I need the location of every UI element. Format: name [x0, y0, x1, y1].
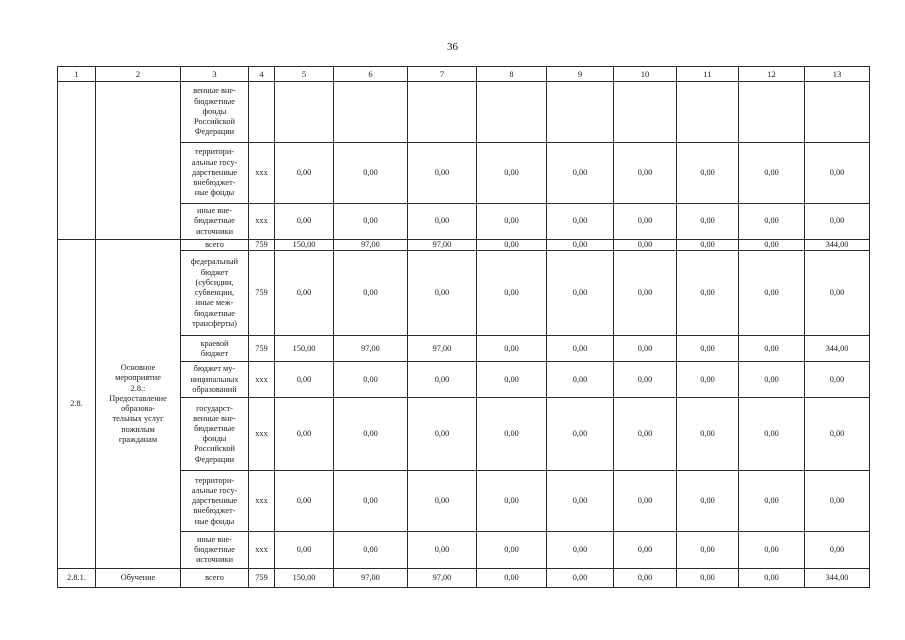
value-cell: 0,00	[408, 251, 477, 336]
value-cell: 0,00	[334, 362, 408, 398]
table-row	[58, 569, 870, 588]
value-cell: 0,00	[547, 251, 614, 336]
column-header: 10	[614, 67, 677, 82]
value-cell: 0,00	[477, 143, 547, 204]
value-cell: 0,00	[275, 471, 334, 532]
value-cell	[805, 82, 870, 143]
funding-source-cell: краевой бюджет	[181, 336, 249, 362]
funding-source-cell: иные вне- бюджетные источники	[181, 204, 249, 240]
column-header: 13	[805, 67, 870, 82]
item-number-cell	[58, 82, 96, 240]
item-number-cell: 2.8.1.	[58, 569, 96, 588]
code-cell: 759	[249, 240, 275, 251]
value-cell: 0,00	[477, 532, 547, 569]
funding-source-cell: территори- альные госу- дарственные внебюджет- ные фонды	[181, 143, 249, 204]
value-cell: 0,00	[614, 471, 677, 532]
value-cell: 0,00	[739, 240, 805, 251]
value-cell	[408, 82, 477, 143]
funding-source-cell: бюджет му- ниципальных образований	[181, 362, 249, 398]
value-cell: 0,00	[614, 143, 677, 204]
column-header: 7	[408, 67, 477, 82]
value-cell: 0,00	[677, 532, 739, 569]
value-cell: 0,00	[275, 204, 334, 240]
value-cell: 0,00	[614, 336, 677, 362]
value-cell: 0,00	[677, 251, 739, 336]
value-cell: 0,00	[408, 362, 477, 398]
value-cell	[275, 82, 334, 143]
code-cell: xxx	[249, 532, 275, 569]
column-header: 5	[275, 67, 334, 82]
value-cell: 0,00	[547, 240, 614, 251]
value-cell: 0,00	[805, 362, 870, 398]
funding-source-cell: всего	[181, 569, 249, 588]
table-row	[58, 82, 870, 143]
value-cell: 0,00	[805, 143, 870, 204]
value-cell: 0,00	[614, 532, 677, 569]
funding-source-cell: территори- альные госу- дарственные внебюджет- ные фонды	[181, 471, 249, 532]
code-cell: xxx	[249, 398, 275, 471]
header-row	[58, 67, 870, 82]
value-cell: 0,00	[739, 143, 805, 204]
value-cell: 0,00	[334, 398, 408, 471]
item-description-cell: Основное мероприятие 2.8.: Предоставление образова- тельных услуг пожилым гражданам	[96, 240, 181, 569]
value-cell: 0,00	[408, 143, 477, 204]
value-cell: 0,00	[408, 471, 477, 532]
value-cell: 344,00	[805, 336, 870, 362]
value-cell: 150,00	[275, 569, 334, 588]
value-cell: 97,00	[334, 240, 408, 251]
column-header: 9	[547, 67, 614, 82]
value-cell: 97,00	[408, 240, 477, 251]
value-cell: 0,00	[805, 532, 870, 569]
value-cell: 0,00	[739, 336, 805, 362]
value-cell: 0,00	[477, 569, 547, 588]
column-header: 12	[739, 67, 805, 82]
value-cell	[614, 82, 677, 143]
value-cell: 0,00	[275, 143, 334, 204]
value-cell: 0,00	[334, 251, 408, 336]
funding-source-cell: федеральный бюджет (субсидии, субвенции, иные меж- бюджетные трансферты)	[181, 251, 249, 336]
value-cell: 0,00	[547, 204, 614, 240]
value-cell: 0,00	[739, 471, 805, 532]
value-cell: 0,00	[477, 240, 547, 251]
value-cell: 0,00	[805, 398, 870, 471]
column-header: 8	[477, 67, 547, 82]
value-cell: 0,00	[614, 240, 677, 251]
column-header: 1	[58, 67, 96, 82]
value-cell: 0,00	[677, 471, 739, 532]
value-cell: 0,00	[677, 569, 739, 588]
value-cell: 0,00	[334, 143, 408, 204]
value-cell: 0,00	[677, 143, 739, 204]
value-cell: 0,00	[677, 204, 739, 240]
value-cell: 344,00	[805, 240, 870, 251]
value-cell: 0,00	[275, 251, 334, 336]
value-cell: 0,00	[477, 398, 547, 471]
value-cell: 0,00	[739, 569, 805, 588]
value-cell	[739, 82, 805, 143]
value-cell: 0,00	[547, 471, 614, 532]
budget-table	[57, 66, 870, 588]
value-cell	[477, 82, 547, 143]
value-cell: 0,00	[275, 532, 334, 569]
value-cell: 0,00	[408, 398, 477, 471]
value-cell: 0,00	[677, 398, 739, 471]
value-cell: 0,00	[677, 362, 739, 398]
column-header: 4	[249, 67, 275, 82]
value-cell: 0,00	[739, 398, 805, 471]
value-cell: 0,00	[614, 251, 677, 336]
value-cell: 0,00	[677, 336, 739, 362]
value-cell: 0,00	[614, 204, 677, 240]
table-body	[58, 82, 870, 588]
value-cell: 0,00	[408, 532, 477, 569]
value-cell: 0,00	[334, 471, 408, 532]
value-cell: 0,00	[739, 251, 805, 336]
value-cell: 0,00	[614, 398, 677, 471]
value-cell: 0,00	[477, 362, 547, 398]
value-cell: 0,00	[739, 532, 805, 569]
code-cell: xxx	[249, 362, 275, 398]
value-cell: 0,00	[805, 251, 870, 336]
value-cell: 0,00	[805, 471, 870, 532]
value-cell: 0,00	[547, 569, 614, 588]
value-cell: 0,00	[547, 362, 614, 398]
item-number-cell: 2.8.	[58, 240, 96, 569]
value-cell: 97,00	[334, 569, 408, 588]
page-number: 36	[447, 41, 458, 53]
value-cell: 0,00	[677, 240, 739, 251]
value-cell: 0,00	[614, 569, 677, 588]
value-cell: 0,00	[477, 336, 547, 362]
value-cell: 0,00	[477, 471, 547, 532]
value-cell: 0,00	[547, 398, 614, 471]
value-cell: 344,00	[805, 569, 870, 588]
value-cell: 97,00	[334, 336, 408, 362]
value-cell	[677, 82, 739, 143]
column-header: 3	[181, 67, 249, 82]
column-header: 2	[96, 67, 181, 82]
column-header: 6	[334, 67, 408, 82]
value-cell: 0,00	[477, 204, 547, 240]
table-row	[58, 240, 870, 251]
value-cell: 0,00	[547, 143, 614, 204]
value-cell: 0,00	[334, 204, 408, 240]
value-cell: 0,00	[408, 204, 477, 240]
code-cell: xxx	[249, 143, 275, 204]
value-cell: 0,00	[739, 204, 805, 240]
value-cell: 97,00	[408, 569, 477, 588]
value-cell	[547, 82, 614, 143]
value-cell: 0,00	[739, 362, 805, 398]
item-description-cell	[96, 82, 181, 240]
code-cell	[249, 82, 275, 143]
value-cell: 0,00	[275, 398, 334, 471]
code-cell: xxx	[249, 204, 275, 240]
funding-source-cell: венные вне- бюджетные фонды Российской Федерации	[181, 82, 249, 143]
value-cell: 97,00	[408, 336, 477, 362]
value-cell	[334, 82, 408, 143]
funding-source-cell: всего	[181, 240, 249, 251]
value-cell: 0,00	[547, 532, 614, 569]
value-cell: 150,00	[275, 240, 334, 251]
column-header: 11	[677, 67, 739, 82]
value-cell: 0,00	[805, 204, 870, 240]
value-cell: 150,00	[275, 336, 334, 362]
value-cell: 0,00	[275, 362, 334, 398]
code-cell: 759	[249, 336, 275, 362]
item-description-cell: Обучение	[96, 569, 181, 588]
code-cell: 759	[249, 251, 275, 336]
value-cell: 0,00	[334, 532, 408, 569]
funding-source-cell: государст- венные вне- бюджетные фонды Российской Федерации	[181, 398, 249, 471]
value-cell: 0,00	[547, 336, 614, 362]
funding-source-cell: иные вне- бюджетные источники	[181, 532, 249, 569]
code-cell: xxx	[249, 471, 275, 532]
code-cell: 759	[249, 569, 275, 588]
value-cell: 0,00	[477, 251, 547, 336]
value-cell: 0,00	[614, 362, 677, 398]
